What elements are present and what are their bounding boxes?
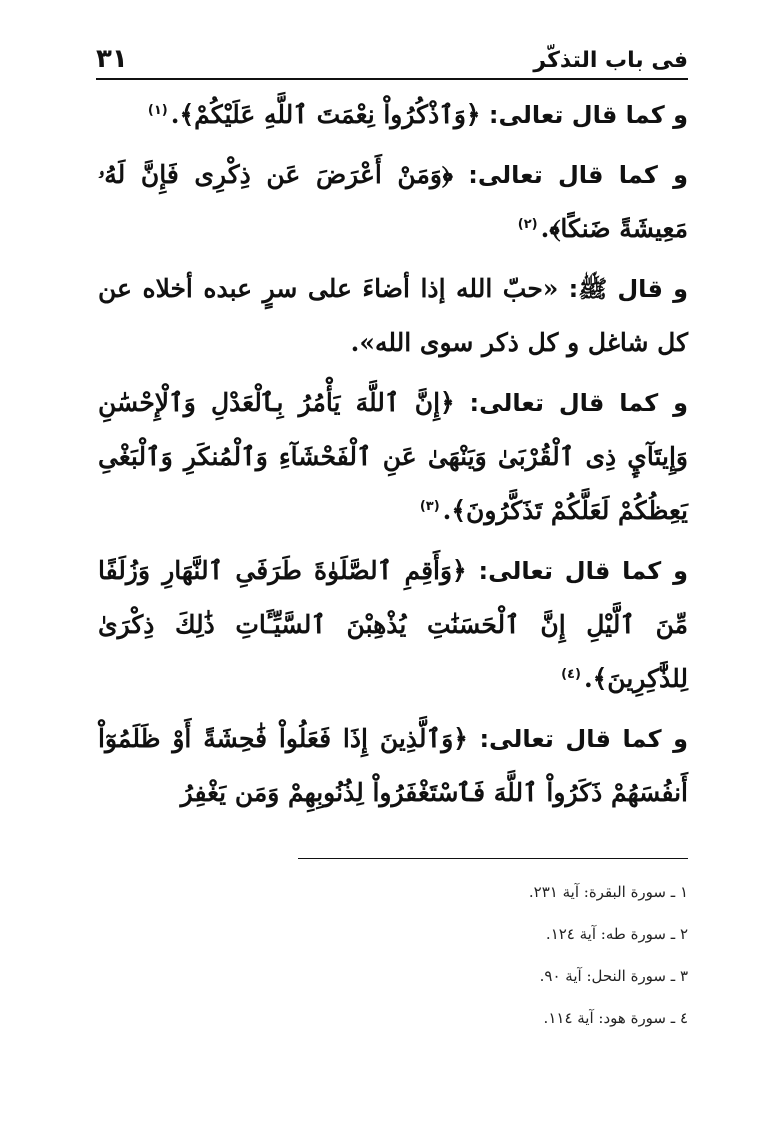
footnote: ١ ـ سورة البقرة: آية ٢٣١. [528,883,688,901]
footnotes-list [268,882,688,1050]
paragraph [98,712,688,820]
quran-verse: ﴿إِنَّ ٱللَّهَ يَأْمُرُ بِٱلْعَدْلِ وَٱلْإِحْسَٰنِ وَإِيتَآيِٕ ذِى ٱلْقُرْبَىٰ وَيَنْهَىٰ عَنِ ٱلْفَحْشَآءِ وَٱلْمُنكَرِ وَٱلْبَغْىِ يَعِظُكُمْ لَعَلَّكُمْ تَذَكَّرُونَ﴾. [98,388,688,525]
quran-verse: ﴿وَأَقِمِ ٱلصَّلَوٰةَ طَرَفَىِ ٱلنَّهَارِ وَزُلَفًا مِّنَ ٱلَّيْلِ إِنَّ ٱلْحَسَنَٰتِ يُذْهِبْنَ ٱلسَّيِّـَٔاتِ ذَٰلِكَ ذِكْرَىٰ لِلذَّٰكِرِينَ﴾. [98,556,688,693]
paragraph-lead: و كما قال تعالى: [453,161,688,189]
paragraph-lead: و قال ﷺ: [558,275,688,303]
paragraph [98,148,688,256]
quran-verse: ﴿وَٱذْكُرُواْ نِعْمَتَ ٱللَّهِ عَلَيْكُمْ﴾. [170,100,481,129]
footnote-ref[interactable]: (٤) [561,667,581,682]
paragraph-lead: و كما قال تعالى: [454,389,688,417]
header-rule [96,78,688,80]
footnote: ٢ ـ سورة طه: آية ١٢٤. [545,925,688,943]
footnote-ref[interactable]: (٢) [517,217,538,232]
main-text [98,88,688,826]
running-header [96,28,688,72]
paragraph-lead: و كما قال تعالى: [467,725,688,753]
paragraph-lead: و كما قال تعالى: [480,101,688,129]
running-title: فى باب التذكّر [533,48,688,73]
footnote-ref[interactable]: (١) [147,103,168,118]
paragraph-lead: و كما قال تعالى: [466,557,688,585]
hadith-quote: «حبّ الله إذا أضاءَ على سرٍ عبده أخلاه عن كل شاغل و كل ذكر سوى الله». [98,274,688,357]
quran-verse: ﴿وَمَنْ أَعْرَضَ عَن ذِكْرِى فَإِنَّ لَهُۥ مَعِيشَةً ضَنكًا﴾. [98,160,688,243]
quran-verse: ﴿وَٱلَّذِينَ إِذَا فَعَلُواْ فَٰحِشَةً أَوْ ظَلَمُوٓاْ أَنفُسَهُمْ ذَكَرُواْ ٱللَّهَ فَٱسْتَغْفَرُواْ لِذُنُوبِهِمْ وَمَن يَغْفِرُ [98,724,688,807]
paragraph [98,88,688,142]
footnote: ٤ ـ سورة هود: آية ١١٤. [543,1009,688,1027]
paragraph [98,262,688,370]
page-number: ٣١ [96,44,128,74]
paragraph [98,544,688,706]
paragraph [98,376,688,538]
footnote: ٣ ـ سورة النحل: آية ٩٠. [539,967,688,985]
footnote-separator [298,858,688,859]
footnote-ref[interactable]: (٣) [419,499,440,514]
